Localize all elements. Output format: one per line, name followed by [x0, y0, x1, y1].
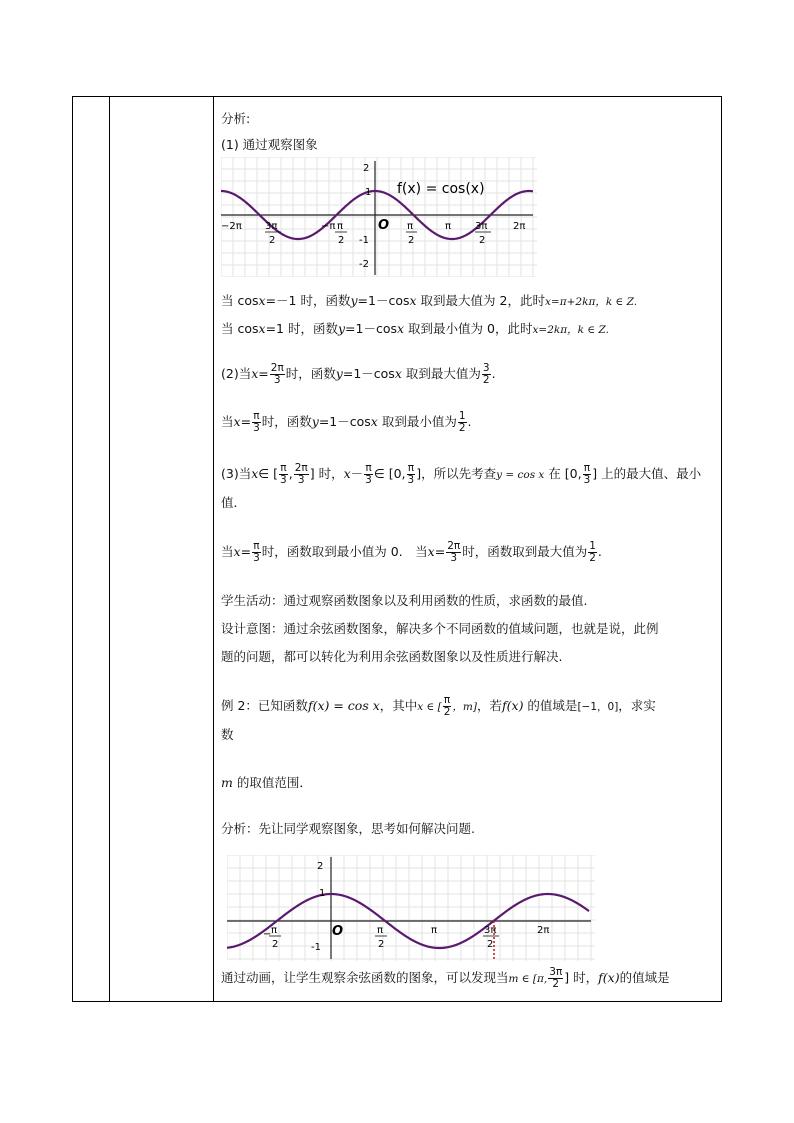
graph1-origin-label: O — [378, 218, 390, 233]
graph2-xtick-3halfpi: 3π — [484, 925, 497, 936]
graph1-xtick-pi: π — [445, 221, 452, 232]
graph2-xtick-neghalfpi-den: 2 — [272, 939, 279, 950]
graph1-xtick-neg2pi: −2π — [221, 221, 242, 232]
graph1-function-label: f(x) = cos(x) — [397, 181, 485, 197]
graph1-xtick-neg3pi-den: 2 — [269, 235, 276, 246]
column-divider-1 — [109, 97, 110, 1001]
graph1-ytick-neg1: -1 — [359, 235, 369, 246]
line-cos-1: 当 cosx=1 时，函数y=1－cosx 取到最小值为 0，此时x=2kπ，k ∈ Z. — [221, 321, 609, 336]
content-cell — [221, 97, 717, 1001]
graph2-xtick-3halfpi-den: 2 — [487, 939, 494, 950]
line-part3-result: 当x= $\frac{\pi}{3}$ 时，函数取到最小值为 0. 当x= $\frac{2\pi}{3}$ 时，函数取到最大值为 $\frac{1}{2}$ . — [221, 540, 602, 564]
column-divider-2 — [213, 97, 214, 1001]
design-intent-cont: 题的问题，都可以转化为利用余弦函数图象以及性质进行解决. — [221, 649, 563, 664]
line-part2-max: (2)当x= $\frac{2\pi}{3}$ 时，函数y=1－cosx 取到最大值为 $\frac{3}{2}$ . — [221, 362, 496, 386]
animation-observation: 通过动画，让学生观察余弦函数的图象，可以发现当m ∈ [π, $\frac{3\pi}{2}$ ] 时，f(x)的值域是 — [221, 966, 670, 990]
cosine-graph-1 — [221, 157, 537, 277]
graph2-ytick-1: 1 — [319, 888, 326, 899]
graph1-xtick-3halfpi: 3π — [475, 221, 488, 232]
graph1-ytick-2: 2 — [363, 163, 370, 174]
step-1-text: (1) 通过观察图象 — [221, 137, 318, 152]
line-part3: (3)当x∈ [ $\frac{\pi}{3}$ , $\frac{2\pi}{3}$ ] 时，x－ $\frac{\pi}{3}$ ∈ [0, $\frac{\pi}{3}$ ]，所以先考查y = cos x 在 [0, $\frac{\pi}{3}$ ] 上的最大值、最小 — [221, 462, 702, 486]
graph1-xtick-2pi: 2π — [513, 221, 526, 232]
graph1-xtick-3halfpi-den: 2 — [479, 235, 486, 246]
graph2-ytick-2: 2 — [317, 861, 324, 872]
line-cos-neg1: 当 cosx=－1 时，函数y=1－cosx 取到最大值为 2，此时x=π+2kπ，k ∈ Z. — [221, 293, 638, 308]
example-2: 例 2：已知函数f(x) = cos x，其中x ∈ [ $\frac{\pi}{2}$ ，m]，若f(x) 的值域是[−1，0]，求实 — [221, 694, 656, 718]
graph1-ytick-neg2: -2 — [359, 259, 369, 270]
graph1-xtick-negpi: −π — [321, 221, 336, 232]
graph2-xtick-pi: π — [431, 925, 438, 936]
line-part2-min: 当x= $\frac{\pi}{3}$ 时，函数y=1－cosx 取到最小值为 $\frac{1}{2}$ . — [221, 410, 472, 434]
graph2-xtick-halfpi-den: 2 — [378, 939, 385, 950]
graph1-xtick-neghalfpi: π — [337, 221, 344, 232]
graph2-origin-label: O — [332, 924, 344, 939]
example-2-cont: 数 — [221, 727, 234, 742]
example-2-m-range: m 的取值范围． — [221, 775, 312, 790]
student-activity: 学生活动：通过观察函数图象以及利用函数的性质，求函数的最值. — [221, 593, 588, 608]
graph1-xtick-neg3pi: 3π — [265, 221, 278, 232]
lesson-table — [72, 96, 722, 1002]
line-part3-cont: 值. — [221, 495, 238, 510]
graph1-ytick-1: 1 — [365, 187, 372, 198]
graph2-xtick-neghalfpi: π — [271, 925, 278, 936]
graph1-xtick-halfpi: π — [407, 221, 414, 232]
analysis-2: 分析：先让同学观察图象，思考如何解决问题. — [221, 821, 475, 836]
graph2-xtick-halfpi: π — [377, 925, 384, 936]
design-intent: 设计意图：通过余弦函数图象，解决多个不同函数的值域问题，也就是说，此例 — [221, 621, 659, 636]
graph1-xtick-halfpi-den: 2 — [408, 235, 415, 246]
graph1-xtick-neghalfpi-den: 2 — [338, 235, 345, 246]
analysis-heading: 分析: — [221, 111, 251, 126]
svg-text:−: − — [263, 929, 272, 940]
graph2-xtick-2pi: 2π — [537, 925, 550, 936]
cosine-graph-2 — [227, 855, 595, 961]
graph2-ytick-neg1: -1 — [311, 942, 321, 953]
